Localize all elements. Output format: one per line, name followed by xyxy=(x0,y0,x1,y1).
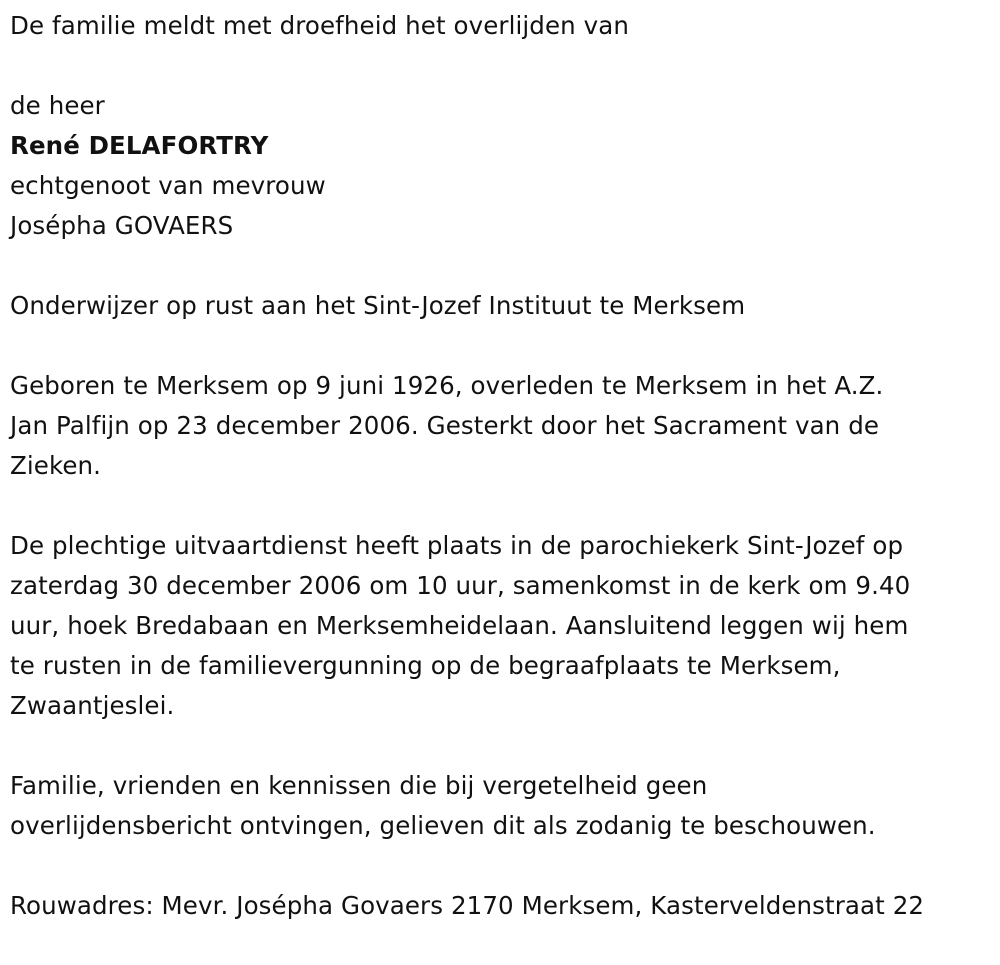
birth-death-line: Zieken. xyxy=(10,451,102,480)
salutation: de heer xyxy=(10,91,105,120)
spacer xyxy=(10,326,990,366)
spacer xyxy=(10,486,990,526)
funeral-line: uur, hoek Bredabaan en Merksemheidelaan. Aansluitend leggen wij hem xyxy=(10,611,909,640)
funeral-line: Zwaantjeslei. xyxy=(10,691,175,720)
funeral-line: De plechtige uitvaartdienst heeft plaats in de parochiekerk Sint-Jozef op xyxy=(10,531,904,560)
birth-death-line: Geboren te Merksem op 9 juni 1926, overleden te Merksem in het A.Z. xyxy=(10,371,884,400)
obituary-notice xyxy=(10,6,990,926)
birth-death-line: Jan Palfijn op 23 december 2006. Gesterkt door het Sacrament van de xyxy=(10,411,880,440)
occupation: Onderwijzer op rust aan het Sint-Jozef Instituut te Merksem xyxy=(10,291,746,320)
deceased-name: René DELAFORTRY xyxy=(10,131,269,160)
spacer xyxy=(10,246,990,286)
funeral-paragraph xyxy=(10,526,990,726)
notice-line: Familie, vrienden en kennissen die bij vergetelheid geen xyxy=(10,771,708,800)
mourning-address: Rouwadres: Mevr. Josépha Govaers 2170 Merksem, Kasterveldenstraat 22 xyxy=(10,891,925,920)
spouse-name: Josépha GOVAERS xyxy=(10,211,234,240)
notice-paragraph xyxy=(10,766,990,846)
funeral-line: zaterdag 30 december 2006 om 10 uur, samenkomst in de kerk om 9.40 xyxy=(10,571,911,600)
spouse-label: echtgenoot van mevrouw xyxy=(10,171,326,200)
notice-line: overlijdensbericht ontvingen, gelieven dit als zodanig te beschouwen. xyxy=(10,811,876,840)
birth-death-paragraph xyxy=(10,366,990,486)
spacer xyxy=(10,846,990,886)
intro-text: De familie meldt met droefheid het overlijden van xyxy=(10,11,629,40)
spacer xyxy=(10,726,990,766)
spacer xyxy=(10,46,990,86)
funeral-line: te rusten in de familievergunning op de begraafplaats te Merksem, xyxy=(10,651,841,680)
